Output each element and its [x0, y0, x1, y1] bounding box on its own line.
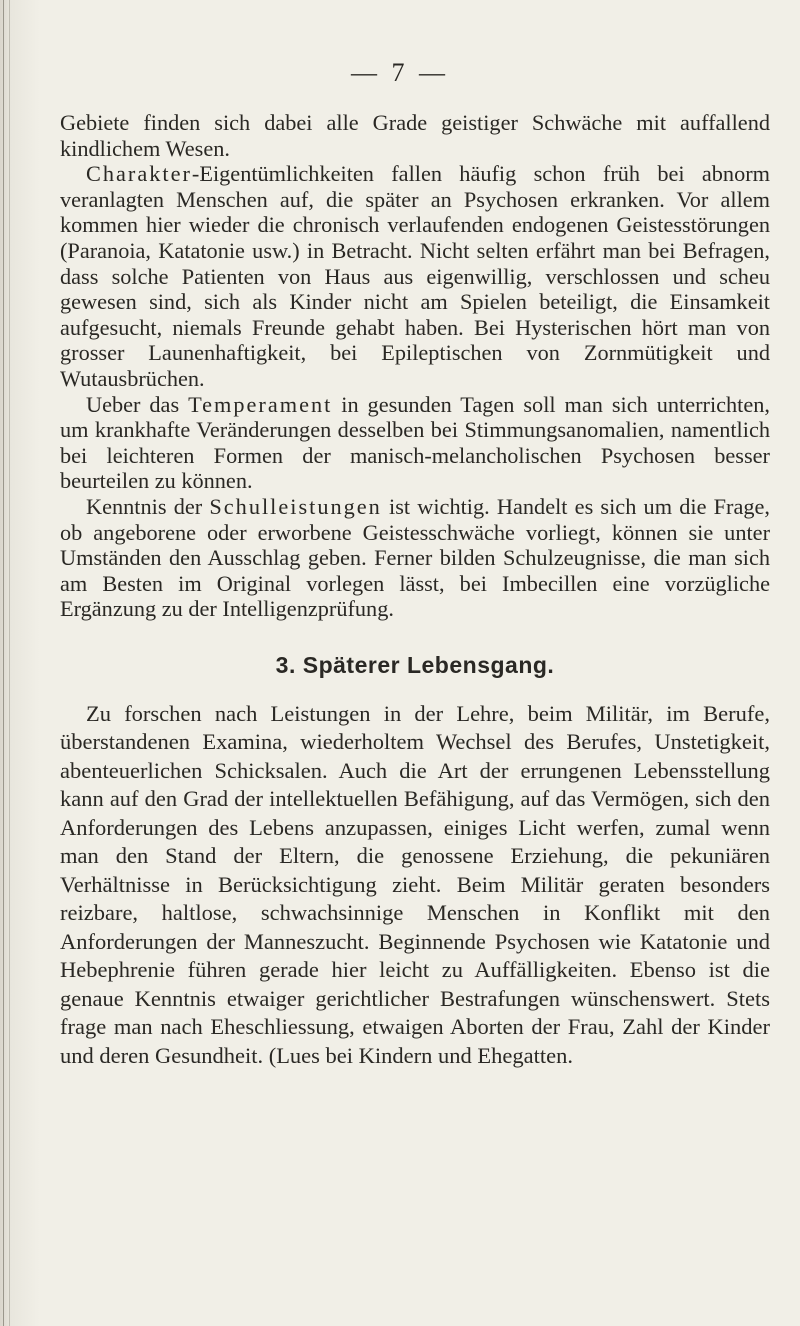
section-heading: 3. Späterer Lebensgang.: [275, 651, 555, 678]
emphasized-term: Charakter: [86, 161, 192, 187]
paragraph-temperament: [60, 392, 770, 494]
page-edge-line: [3, 0, 4, 1326]
paragraph-text: in gesunden Tagen soll man sich unterrichten, um krankhafte Veränderungen desselben bei Stimmungsanomalien, namentlich bei leichteren Formen der manisch-melancholischen Psychosen besser beurteilen zu können.: [60, 391, 770, 494]
page-edge-line: [9, 0, 10, 1326]
page-number: — 7 —: [351, 58, 449, 87]
page-body: [60, 110, 770, 1070]
paragraph-text: -Eigentümlichkeiten fallen häufig schon früh bei abnorm veranlagten Menschen auf, die später an Psychosen erkranken. Vor allem kommen hier wieder die chronisch verlaufenden endogenen Geistesstörungen (Paranoia, Katatonie usw.) in Betracht. Nicht selten erfährt man bei Befragen, dass solche Patienten von Haus aus eigenwillig, verschlossen und scheu gewesen sind, sich als Kinder nicht am Spielen beteiligt, die Einsamkeit aufgesucht, niemals Freunde gehabt haben. Bei Hysterischen hört man von grosser Launenhaftigkeit, bei Epileptischen von Zornmütigkeit und Wutausbrüchen.: [60, 161, 770, 391]
paragraph-character: [60, 161, 770, 391]
paragraph-text: Ueber das: [86, 391, 189, 417]
paragraph-text: Gebiete finden sich dabei alle Grade geistiger Schwäche mit auffallend kindlichem Wesen.: [60, 110, 770, 161]
paragraph-school: [60, 494, 770, 622]
emphasized-term: Schulleistungen: [209, 493, 382, 519]
section-paragraph: Zu forschen nach Leistungen in der Lehre, beim Militär, im Berufe, überstandenen Examina, wiederholtem Wechsel des Berufes, Unstetigkeit, abenteuerlichen Schicksalen. Auch die Art der errungenen Lebensstellung kann auf den Grad der intellektuellen Befähigung, auf das Vermögen, sich den Anforderungen des Lebens anzupassen, einiges Licht werfen, zumal wenn man den Stand der Eltern, die genossene Erziehung, die pekuniären Verhältnisse in Berücksichtigung zieht. Beim Militär geraten besonders reizbare, haltlose, schwachsinnige Menschen in Konflikt mit den Anforderungen der Manneszucht. Beginnende Psychosen wie Katatonie und Hebephrenie führen gerade hier leicht zu Auffälligkeiten. Ebenso ist die genaue Kenntnis etwaiger gerichtlicher Bestrafungen wünschenswert. Stets frage man nach Eheschliessung, etwaigen Aborten der Frau, Zahl der Kinder und deren Gesundheit. (Lues bei Kindern und Ehegatten.: [60, 700, 770, 1068]
section-body: [60, 700, 770, 1071]
paragraph-text: ist wichtig. Handelt es sich um die Frage, ob angeborene oder erworbene Geistesschwäche vorliegt, können sie unter Umständen den Ausschlag geben. Ferner bilden Schulzeugnisse, die man sich am Besten im Original vorlegen lässt, bei Imbecillen eine vorzügliche Ergänzung zu der Intelligenzprüfung.: [60, 493, 770, 622]
paragraph: [60, 110, 770, 161]
paragraph-text: Kenntnis der: [86, 493, 210, 519]
emphasized-term: Temperament: [188, 391, 333, 417]
